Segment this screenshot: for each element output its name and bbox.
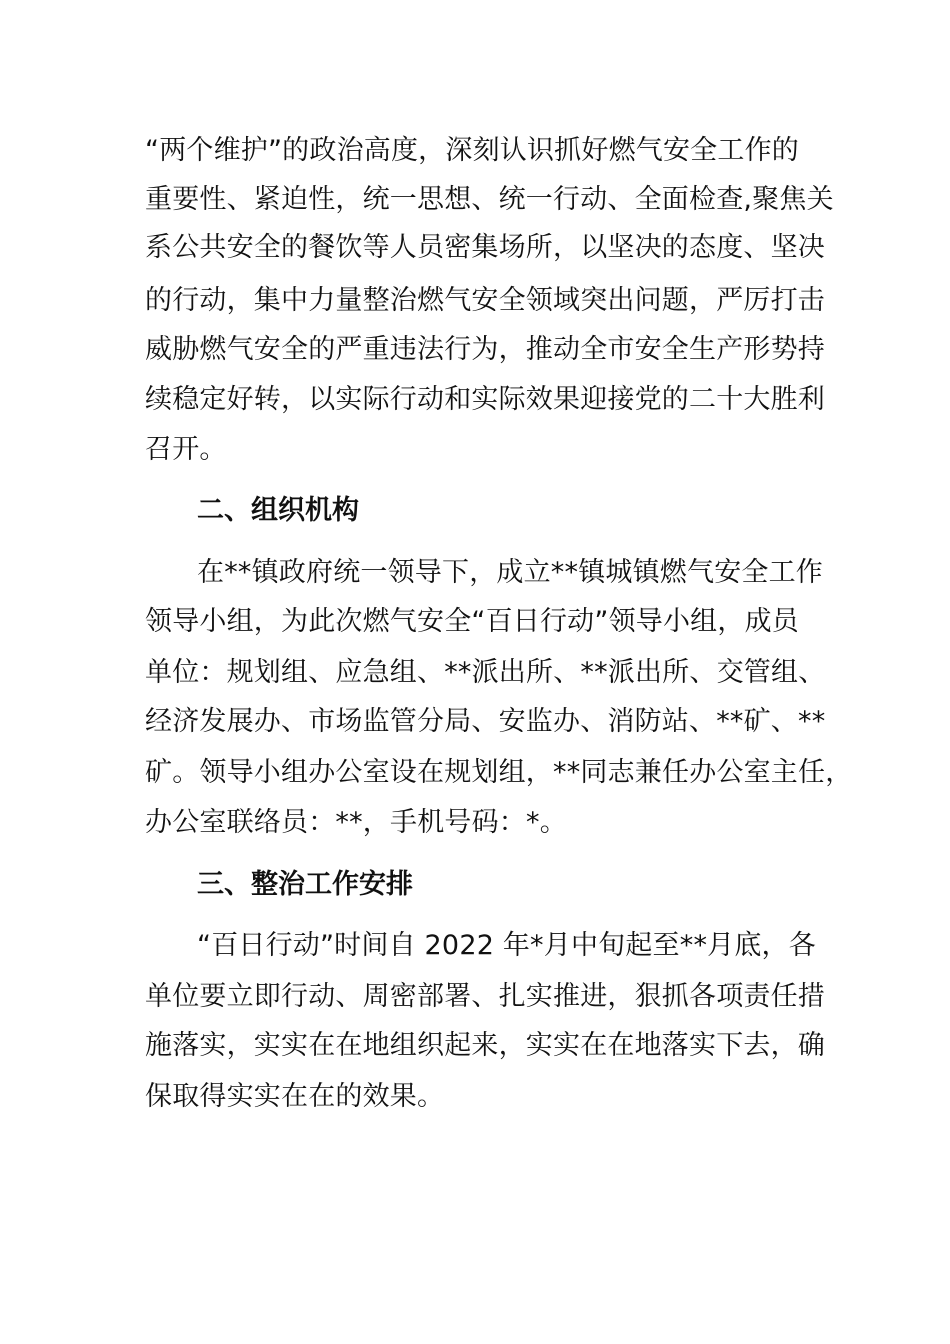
paragraph-line: 单位：规划组、应急组、**派出所、**派出所、交管组、: [145, 657, 826, 688]
paragraph-line: 重要性、紧迫性，统一思想、统一行动、全面检查,聚焦关: [145, 184, 834, 215]
paragraph-line: 续稳定好转，以实际行动和实际效果迎接党的二十大胜利: [145, 384, 825, 415]
paragraph-line: 办公室联络员：**，手机号码：*。: [145, 807, 567, 838]
paragraph-line: 的行动，集中力量整治燃气安全领域突出问题，严厉打击: [145, 285, 825, 316]
paragraph-line: 召开。: [145, 434, 227, 465]
paragraph-line: 施落实，实实在在地组织起来，实实在在地落实下去，确: [145, 1030, 825, 1061]
paragraph-line: 威胁燃气安全的严重违法行为，推动全市安全生产形势持: [145, 334, 825, 365]
paragraph-line: “两个维护”的政治高度，深刻认识抓好燃气安全工作的: [145, 135, 799, 166]
paragraph-line: 单位要立即行动、周密部署、扎实推进，狠抓各项责任措: [145, 981, 825, 1012]
section-heading-work-arrangement: 三、整治工作安排: [197, 869, 413, 900]
paragraph-line: 系公共安全的餐饮等人员密集场所，以坚决的态度、坚决: [145, 232, 825, 263]
section-heading-organization: 二、组织机构: [197, 495, 359, 526]
paragraph-line: 领导小组，为此次燃气安全“百日行动”领导小组，成员: [145, 606, 799, 637]
paragraph-line: 在**镇政府统一领导下，成立**镇城镇燃气安全工作: [197, 557, 823, 588]
paragraph-line: 矿。领导小组办公室设在规划组，**同志兼任办公室主任，: [145, 757, 853, 788]
paragraph-line: 保取得实实在在的效果。: [145, 1081, 445, 1112]
paragraph-line: “百日行动”时间自 2022 年*月中旬起至**月底，各: [197, 930, 816, 961]
paragraph-line: 经济发展办、市场监管分局、安监办、消防站、**矿、**: [145, 706, 826, 737]
